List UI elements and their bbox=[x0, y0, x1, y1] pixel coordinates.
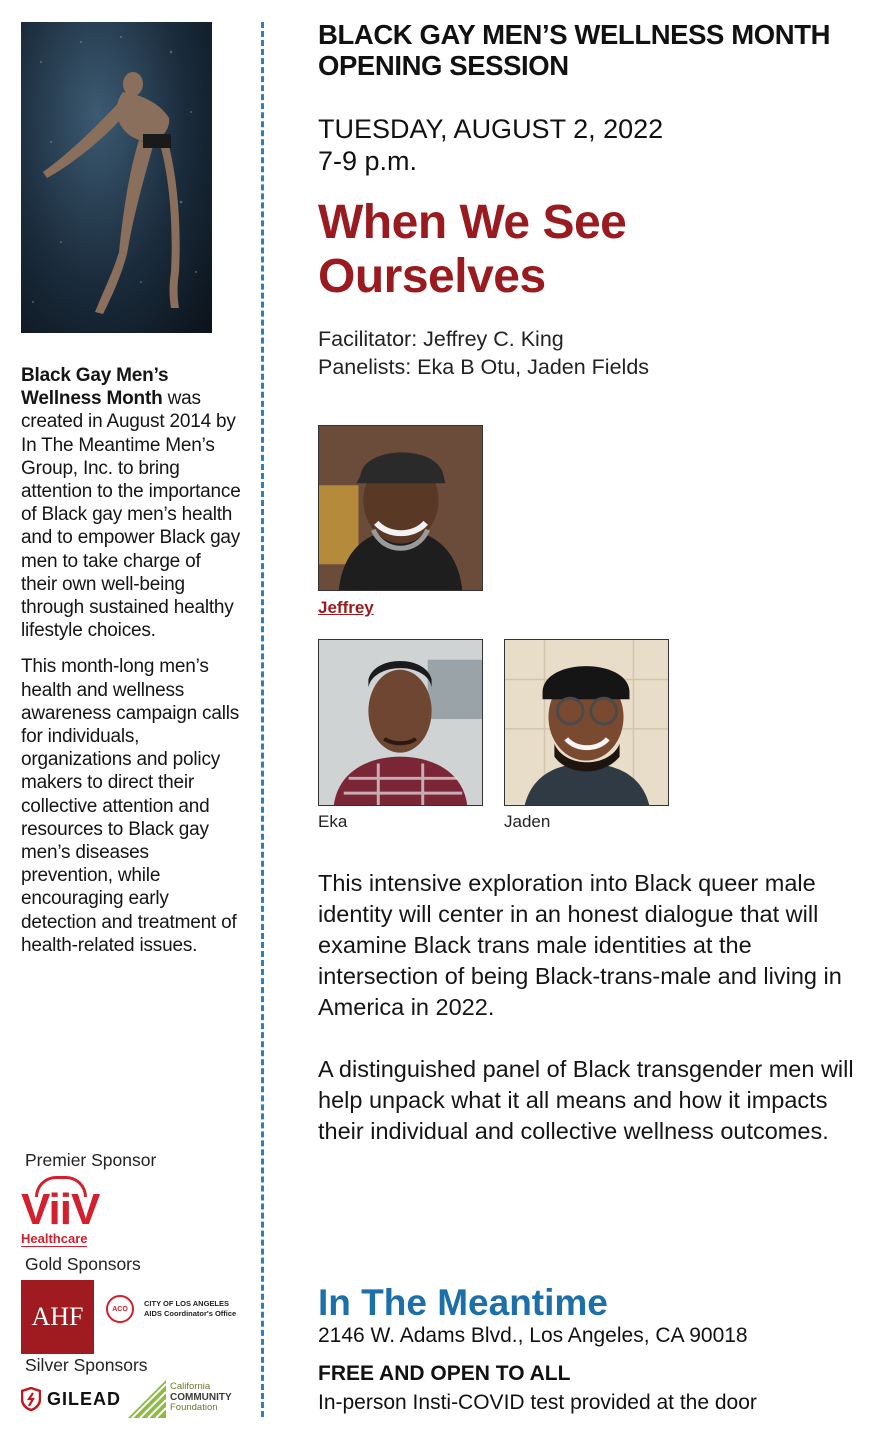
panelists-text: Panelists: Eka B Otu, Jaden Fields bbox=[318, 355, 650, 379]
venue-address: 2146 W. Adams Blvd., Los Angeles, CA 90018 bbox=[318, 1324, 748, 1347]
jeffrey-caption-link[interactable]: Jeffrey bbox=[318, 598, 374, 617]
gilead-shield-icon bbox=[21, 1387, 41, 1411]
session-title bbox=[318, 196, 626, 304]
ccf-line1: California bbox=[170, 1381, 211, 1392]
ccf-line3: Foundation bbox=[170, 1402, 218, 1413]
session-description bbox=[318, 868, 863, 1178]
venue-org-name: In The Meantime bbox=[318, 1282, 608, 1323]
ahf-logo: AHF bbox=[21, 1280, 94, 1354]
silver-sponsors-label: Silver Sponsors bbox=[25, 1355, 148, 1375]
event-datetime bbox=[318, 113, 663, 177]
viiv-logo-subtext: Healthcare bbox=[21, 1231, 88, 1246]
dashed-divider bbox=[261, 22, 264, 1417]
ccf-stripes-icon bbox=[128, 1380, 166, 1418]
description-paragraph1: This intensive exploration into Black queer male identity will center in an honest dialogue that will examine Black trans male identities at the intersection of being Black-trans-male and living in America in 2022. bbox=[318, 870, 842, 1020]
session-title-line2: Ourselves bbox=[318, 250, 546, 303]
event-title-line2: OPENING SESSION bbox=[318, 50, 569, 81]
aco-line2: AIDS Coordinator's Office bbox=[144, 1309, 237, 1318]
gold-sponsors-label: Gold Sponsors bbox=[25, 1254, 141, 1274]
session-title-line1: When We See bbox=[318, 196, 627, 249]
city-seal-icon: ACO bbox=[106, 1295, 134, 1323]
free-admission-text: FREE AND OPEN TO ALL bbox=[318, 1362, 571, 1385]
session-people bbox=[318, 325, 649, 381]
ccf-line2: COMMUNITY bbox=[170, 1391, 232, 1403]
jaden-caption: Jaden bbox=[504, 812, 551, 831]
event-title bbox=[318, 19, 830, 81]
facilitator-text: Facilitator: Jeffrey C. King bbox=[318, 327, 564, 351]
sidebar-bold-title: Black Gay Men’s Wellness Month bbox=[21, 365, 169, 410]
viiv-healthcare-logo bbox=[21, 1178, 113, 1250]
aco-logo bbox=[106, 1295, 241, 1327]
sidebar-paragraph2: This month-long men’s health and wellness awareness campaign calls for individuals, organizations and policy makers to direct their collective attention and resources to Black gay men’s diseases prevention, while encouraging early detection and treatment of health-related issues. bbox=[21, 656, 240, 956]
event-time: 7-9 p.m. bbox=[318, 146, 418, 176]
sidebar-paragraph1: was created in August 2014 by In The Meantime Men’s Group, Inc. to bring attention to the importance of Black gay men’s health and to empower Black gay men to take charge of their own well-being through sustained healthy lifestyle choices. bbox=[21, 388, 241, 642]
eka-caption: Eka bbox=[318, 812, 348, 831]
jaden-photo bbox=[504, 639, 669, 806]
gilead-logo-text: GILEAD bbox=[47, 1389, 122, 1409]
premier-sponsor-label: Premier Sponsor bbox=[25, 1150, 157, 1170]
event-title-line1: BLACK GAY MEN’S WELLNESS MONTH bbox=[318, 19, 831, 50]
california-community-foundation-logo bbox=[128, 1380, 246, 1420]
event-date: TUESDAY, AUGUST 2, 2022 bbox=[318, 114, 664, 144]
hero-dancer-image bbox=[21, 22, 212, 333]
gilead-logo bbox=[21, 1385, 125, 1415]
covid-test-note: In-person Insti-COVID test provided at the door bbox=[318, 1391, 757, 1414]
description-paragraph2: A distinguished panel of Black transgender men will help unpack what it all means and how it impacts their individual and collective wellness outcomes. bbox=[318, 1056, 854, 1144]
aco-line1: CITY OF LOS ANGELES bbox=[144, 1299, 230, 1308]
sidebar-about bbox=[21, 364, 241, 970]
viiv-logo-text: ViiV bbox=[21, 1185, 100, 1234]
eka-photo bbox=[318, 639, 483, 806]
jeffrey-photo bbox=[318, 425, 483, 591]
